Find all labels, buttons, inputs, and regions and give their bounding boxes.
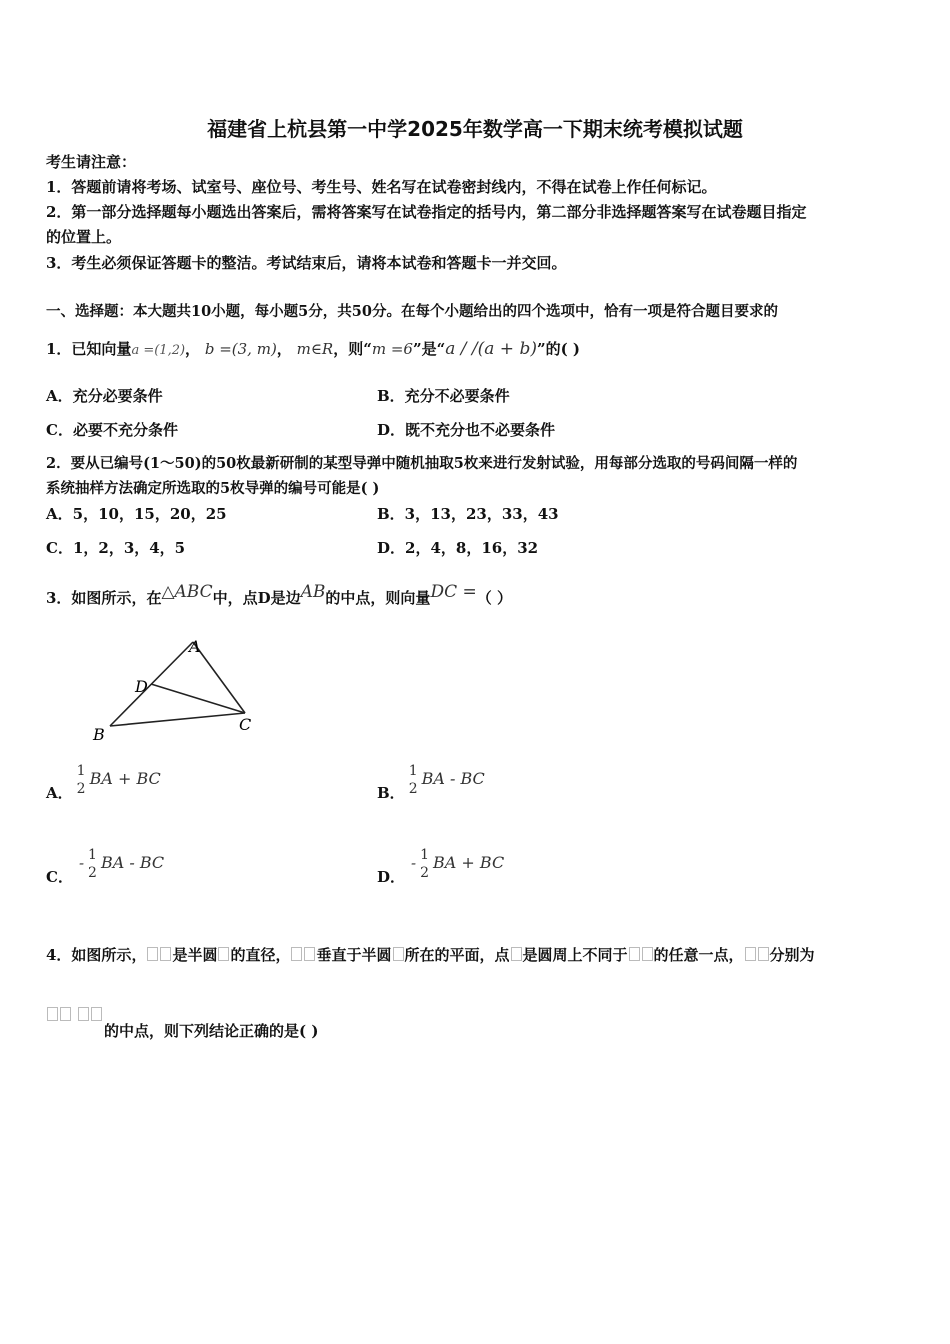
missing-glyph bbox=[393, 947, 404, 961]
notice-item: 的位置上。 bbox=[46, 228, 122, 246]
option-c[interactable]: C．1，2，3，4，5 bbox=[46, 539, 186, 557]
option-b[interactable]: B．充分不必要条件 bbox=[377, 387, 510, 405]
q4-text: 是半圆 bbox=[172, 946, 218, 964]
q4-text: 4．如图所示， bbox=[46, 946, 147, 964]
fraction bbox=[77, 762, 86, 798]
option-letter: A． bbox=[46, 784, 73, 802]
option-letter: B． bbox=[377, 784, 405, 802]
section-heading: 一、选择题：本大题共10小题，每小题5分，共50分。在每个小题给出的四个选项中，恰有一项是符合题目要求的 bbox=[46, 303, 778, 320]
denominator: 2 bbox=[76, 781, 86, 797]
option-d[interactable] bbox=[377, 846, 504, 887]
label-c: C bbox=[239, 715, 252, 734]
segment-ab: AB bbox=[300, 582, 326, 602]
question-4-line1 bbox=[46, 943, 815, 967]
missing-glyph bbox=[642, 947, 653, 961]
parallel-relation: a / /(a + b) bbox=[445, 339, 537, 359]
numerator: 1 bbox=[88, 847, 97, 863]
label-b: B bbox=[93, 725, 105, 744]
fraction bbox=[88, 846, 97, 882]
option-c[interactable] bbox=[46, 846, 164, 887]
label-a: A bbox=[189, 637, 201, 656]
q4-text: 是圆周上不同于 bbox=[522, 946, 628, 964]
m-in-r: m∈R bbox=[296, 340, 334, 358]
vector-b: b =(3, m) bbox=[204, 340, 277, 358]
numerator: 1 bbox=[420, 847, 430, 863]
q4-text: 所在的平面，点 bbox=[404, 946, 510, 964]
question-4-tail: 的中点，则下列结论正确的是( ) bbox=[104, 1022, 319, 1040]
option-a[interactable]: A．5，10，15，20，25 bbox=[46, 505, 227, 523]
q3-prefix: 3．如图所示，在 bbox=[46, 589, 162, 607]
notice-heading: 考生请注意： bbox=[46, 153, 137, 171]
q4-text: 分别为 bbox=[769, 946, 815, 964]
fraction bbox=[420, 846, 429, 882]
denominator: 2 bbox=[408, 781, 418, 797]
option-sign: - bbox=[411, 854, 417, 872]
option-c[interactable]: C．必要不充分条件 bbox=[46, 421, 178, 439]
option-a[interactable] bbox=[46, 762, 161, 803]
q4-text: 的直径， bbox=[230, 946, 291, 964]
option-expression: BA + BC bbox=[433, 853, 505, 872]
triangle-abc: △ABC bbox=[161, 582, 213, 602]
missing-glyph bbox=[60, 1007, 71, 1021]
missing-glyph bbox=[78, 1007, 89, 1021]
triangle-figure bbox=[85, 630, 275, 750]
q1-mid: ，则“ bbox=[333, 340, 372, 358]
option-expression: BA - BC bbox=[421, 769, 485, 788]
q1-sep: ， bbox=[276, 340, 292, 358]
fraction bbox=[409, 762, 418, 798]
option-d[interactable]: D．2，4，8，16，32 bbox=[377, 539, 539, 557]
q3-mid: 中，点D是边 bbox=[212, 589, 301, 607]
numerator: 1 bbox=[76, 763, 86, 779]
missing-glyph bbox=[218, 947, 229, 961]
page-title: 福建省上杭县第一中学2025年数学高一下期末统考模拟试题 bbox=[207, 117, 743, 141]
q1-prefix: 1．已知向量 bbox=[46, 340, 132, 358]
missing-glyph bbox=[160, 947, 171, 961]
missing-glyph bbox=[758, 947, 769, 961]
option-expression: BA - BC bbox=[100, 853, 165, 872]
side-bc bbox=[110, 713, 245, 726]
q4-text: 垂直于半圆 bbox=[316, 946, 392, 964]
option-b[interactable] bbox=[377, 762, 485, 803]
option-d[interactable]: D．既不充分也不必要条件 bbox=[377, 421, 556, 439]
notice-item: 1．答题前请将考场、试室号、座位号、考生号、姓名写在试卷密封线内，不得在试卷上作任何标记。 bbox=[46, 178, 717, 196]
missing-glyph bbox=[304, 947, 315, 961]
option-sign: - bbox=[78, 854, 85, 872]
question-2-line1: 2．要从已编号(1～50)的50枚最新研制的某型导弹中随机抽取5枚来进行发射试验，用每部分选取的号码间隔一样的 bbox=[46, 455, 798, 472]
missing-glyph bbox=[91, 1007, 102, 1021]
missing-glyph bbox=[629, 947, 640, 961]
option-letter: D． bbox=[377, 868, 406, 886]
q1-mid2: ”是“ bbox=[412, 340, 446, 358]
condition-m: m =6 bbox=[371, 340, 413, 358]
missing-glyph bbox=[47, 1007, 58, 1021]
notice-item: 2．第一部分选择题每小题选出答案后，需将答案写在试卷指定的括号内，第二部分非选择题答案写在试卷题目指定 bbox=[46, 203, 807, 221]
q1-sep: ， bbox=[185, 340, 201, 358]
option-b[interactable]: B．3，13，23，33，43 bbox=[377, 505, 559, 523]
option-a[interactable]: A．充分必要条件 bbox=[46, 387, 163, 405]
vector-dc: DC = bbox=[430, 582, 477, 602]
denominator: 2 bbox=[420, 865, 430, 881]
question-4-line2 bbox=[46, 1003, 103, 1027]
missing-glyph bbox=[147, 947, 158, 961]
numerator: 1 bbox=[408, 763, 418, 779]
q3-end: （ ） bbox=[476, 589, 512, 607]
question-2-line2: 系统抽样方法确定所选取的5枚导弹的编号可能是( ) bbox=[46, 480, 380, 497]
option-letter: C． bbox=[46, 868, 73, 886]
side-ac bbox=[193, 642, 245, 713]
q4-text: 的任意一点， bbox=[653, 946, 744, 964]
segment-dc bbox=[151, 684, 245, 713]
missing-glyph bbox=[511, 947, 522, 961]
question-1 bbox=[46, 337, 580, 363]
question-3 bbox=[46, 580, 512, 610]
option-expression: BA + BC bbox=[89, 769, 161, 788]
vector-a: a =(1,2) bbox=[131, 343, 186, 358]
denominator: 2 bbox=[88, 865, 97, 881]
notice-item: 3．考生必须保证答题卡的整洁。考试结束后，请将本试卷和答题卡一并交回。 bbox=[46, 254, 567, 272]
q1-end: ”的( ) bbox=[536, 340, 581, 358]
missing-glyph bbox=[745, 947, 756, 961]
label-d: D bbox=[135, 677, 148, 696]
q3-mid2: 的中点，则向量 bbox=[325, 589, 431, 607]
missing-glyph bbox=[291, 947, 302, 961]
